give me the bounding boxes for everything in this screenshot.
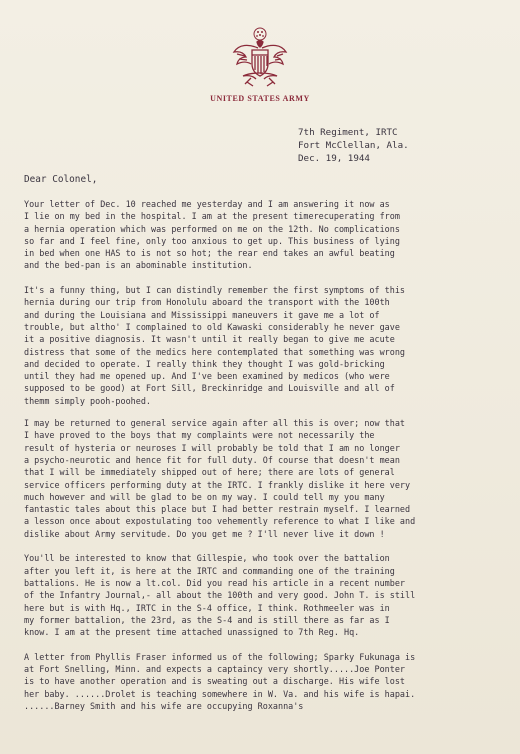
letterhead-org: UNITED STATES ARMY [210,94,310,103]
salutation: Dear Colonel, [24,174,98,185]
letter-body [24,198,508,724]
paragraph: I may be returned to general service again after all this is over; now that I have proved to the boys that my complaints were not necessarily the result of hysteria or neuroses I will probably be told that I am no longer a psycho-neurotic and hence fit for full duty. Of course that doesn't mean that I will be immediately shipped out of here; there are lots of general service officers performing duty at the IRTC. I frankly dislike it here very much however and will be glad to be on my way. I could tell my you many fantastic tales about this place but I had better restrain myself. I learned a lesson once about expostulating too vehemently reference to what I like and dislike about Army servitude. Do you get me ? I'll never live it down ! [24,418,416,539]
paragraph: You'll be interested to know that Gillespie, who took over the battalion after you left it, is here at the IRTC and commanding one of the training battalions. He is now a lt.col. Did you read his article in a recent number of the Infantry Journal,- all about the 100th and very good. John T. is still here but is with Hq., IRTC in the S-4 office, I think. Rothmeeler was in my former battalion, the 23rd, as the S-4 and is still there as far as I know. I am at the present time attached unassigned to 7th Reg. Hq. [24,553,416,638]
paragraph: A letter from Phyllis Fraser informed us of the following; Sparky Fukunaga is at Fort Snelling, Minn. and expects a captaincy very shortly.....Joe Ponter is to have another operation and is sweating out a discharge. His wife lost her baby. ......Drolet is teaching somewhere in W. Va. and his wife is hapai. ......Barney Smith and his wife are occupying Roxanna's [24,651,416,711]
letterhead [0,26,520,103]
us-army-eagle-seal-icon [231,26,289,90]
address-line: 7th Regiment, IRTC [298,127,398,138]
paragraph: It's a funny thing, but I can distindly remember the first symptoms of this hernia during our trip from Honolulu aboard the transport with the 100th and during the Louisiana and Mississippi maneuvers it gave me a lot of trouble, but altho' I complained to old Kawaski considerably he never gave it a positive diagnosis. It wasn't until it really began to give me acute distress that some of the medics here contemplated that something was wrong and decided to operate. I really think they thought I was gold-bricking until they had me opened up. And I've been examined by medicos (who were supposed to be good) at Fort Sill, Breckinridge and Louisville and all of themm simply pooh-poohed. [24,285,405,406]
date-line: Dec. 19, 1944 [298,153,370,164]
paragraph: Your letter of Dec. 10 reached me yesterday and I am answering it now as I lie on my bed in the hospital. I am at the present timerecuperating from a hernia operation which was performed on me on the 12th. No complications so far and I feel fine, only too anxious to get up. This business of lying in bed when one HAS to is not so hot; the rear end takes an awful beating and the bed-pan is an abominable institution. [24,199,400,271]
address-line: Fort McClellan, Ala. [298,140,409,151]
return-address [298,126,409,165]
